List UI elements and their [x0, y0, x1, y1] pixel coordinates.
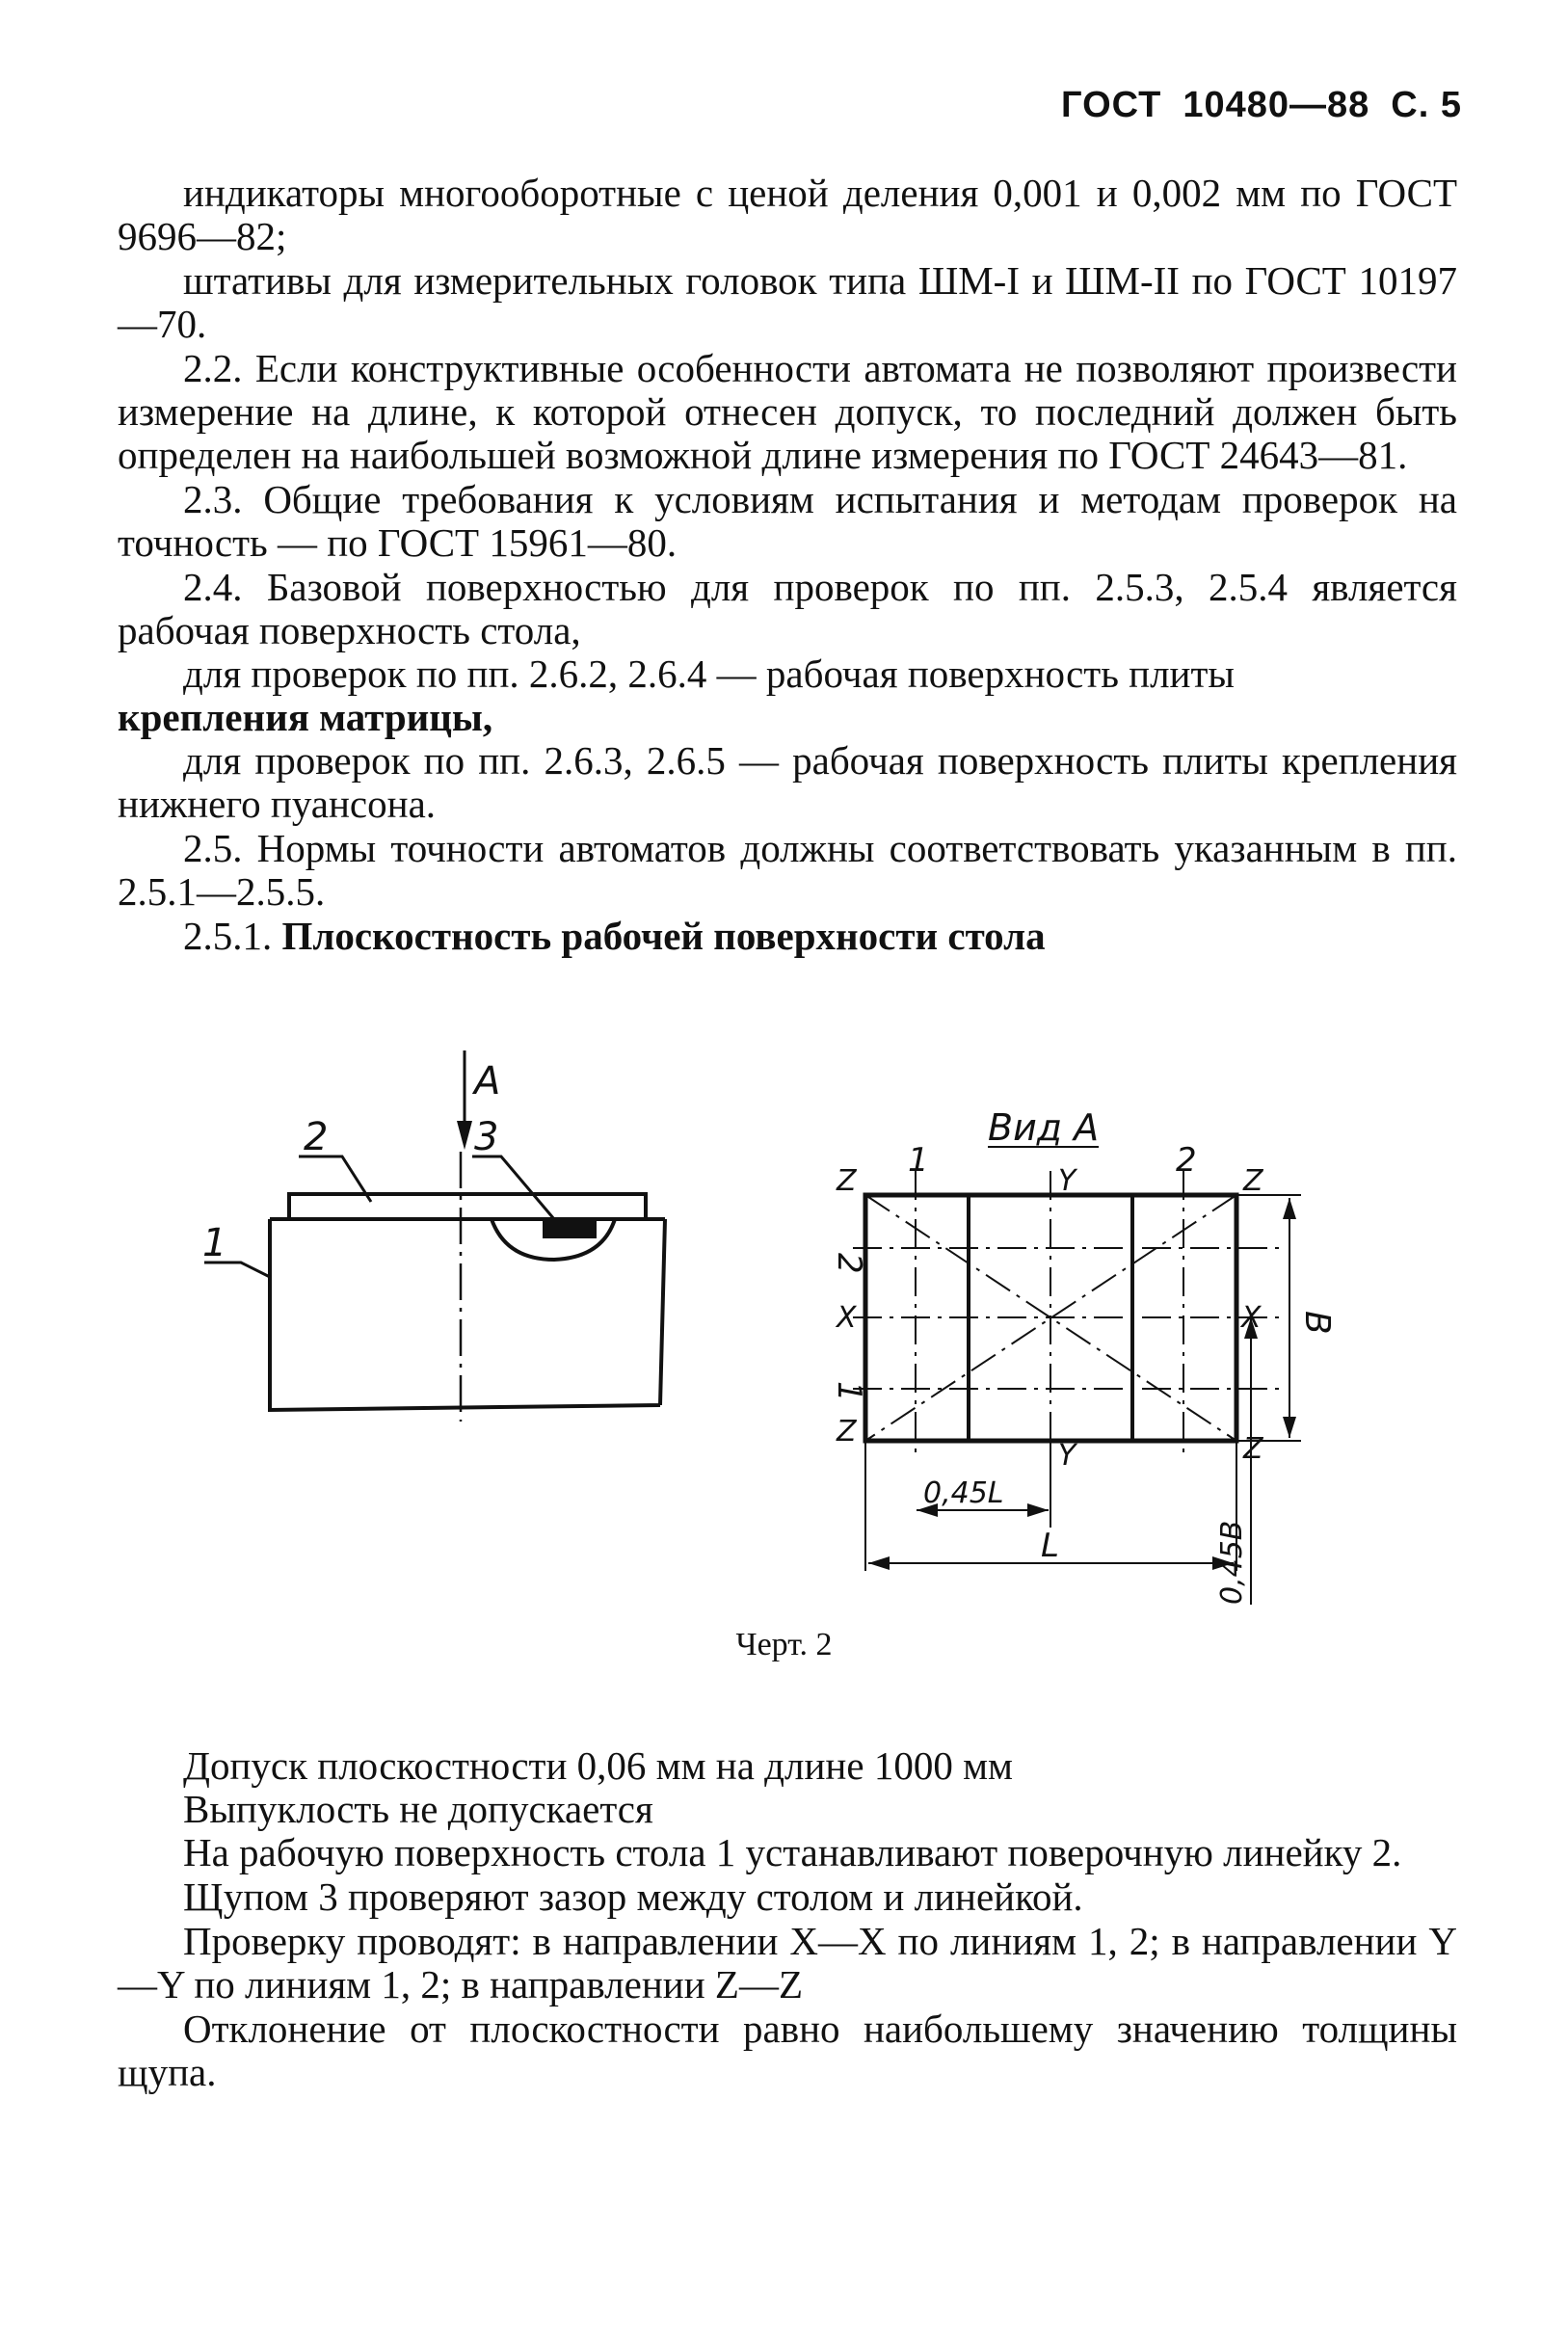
section-heading	[118, 915, 1457, 958]
label-x-right: X	[1241, 1301, 1262, 1335]
paragraph: индикаторы многооборотные с ценой деления 0,001 и 0,002 мм по ГОСТ 9696—82;	[118, 171, 1457, 258]
dim-label-b: B	[1297, 1311, 1337, 1335]
dim-label-045b: 0,45B	[1215, 1520, 1249, 1605]
label-line-top-1: 1	[908, 1141, 929, 1180]
label-probe: 3	[474, 1115, 499, 1159]
section-title: Плоскостность рабочей поверхности стола	[281, 914, 1046, 958]
label-x-left: X	[837, 1301, 857, 1335]
text-block-top	[118, 172, 1457, 958]
label-z-top-right: Z	[1243, 1164, 1263, 1198]
paragraph: 2.2. Если конструктивные особенности автомата не позволяют произвести измерение на длине, к которой отнесен допуск, то последний должен быть определен на наибольшей возможной длине измерения по ГОСТ 24643—81.	[118, 346, 1457, 477]
leader-probe	[472, 1156, 554, 1219]
paragraph: для проверок по пп. 2.6.2, 2.6.4 — рабочая поверхность плиты	[183, 651, 1235, 696]
label-line-top-2: 2	[1176, 1141, 1197, 1180]
technical-drawing	[173, 1036, 1349, 1614]
label-z-bottom-right: Z	[1243, 1432, 1263, 1466]
drawing-figure	[173, 1036, 1349, 1614]
label-line-side-1: 1	[830, 1381, 868, 1402]
label-line-side-2: 2	[830, 1253, 868, 1274]
dim-label-l: L	[1041, 1527, 1059, 1565]
figure-caption: Черт. 2	[735, 1627, 833, 1662]
paragraph: 2.5. Нормы точности автоматов должны соответствовать указанным в пп. 2.5.1—2.5.5.	[118, 826, 1457, 914]
section-number: 2.5.1.	[183, 914, 273, 958]
label-z-top-left: Z	[837, 1164, 857, 1198]
paragraph: Щупом 3 проверяют зазор между столом и линейкой.	[183, 1874, 1083, 1919]
paragraph: 2.3. Общие требования к условиям испытания и методам проверок на точность — по ГОСТ 15961—80.	[118, 477, 1457, 565]
paragraph: На рабочую поверхность стола 1 устанавливают поверочную линейку 2.	[183, 1830, 1402, 1874]
label-z-bottom-left: Z	[837, 1415, 857, 1449]
label-arrow-a: A	[474, 1059, 501, 1103]
view-arrow-head	[457, 1121, 472, 1150]
label-y-top: Y	[1058, 1164, 1076, 1198]
page-header	[1061, 85, 1462, 126]
paragraph: для проверок по пп. 2.6.3, 2.6.5 — рабочая поверхность плиты крепления нижнего пуансона.	[118, 738, 1457, 826]
paragraph: Отклонение от плоскостности равно наибольшему значению толщины щупа.	[118, 2007, 1457, 2094]
header-page-number: С. 5	[1391, 85, 1462, 125]
dim-label-045l: 0,45L	[923, 1476, 1004, 1510]
probe	[545, 1219, 595, 1236]
arrowheads	[868, 1198, 1296, 1570]
ruler	[289, 1194, 646, 1219]
paragraph: штативы для измерительных головок типа ШМ-I и ШМ-II по ГОСТ 10197—70.	[118, 258, 1457, 346]
paragraph: Проверку проводят: в направлении X—X по линиям 1, 2; в направлении Y—Y по линиям 1, 2; в направлении Z—Z	[118, 1919, 1457, 2007]
label-table: 1	[202, 1221, 227, 1265]
view-title: Вид A	[988, 1106, 1100, 1149]
paragraph: Допуск плоскостности 0,06 мм на длине 1000 мм	[183, 1743, 1013, 1788]
label-y-bottom: Y	[1058, 1439, 1076, 1473]
header-doc-type: ГОСТ	[1061, 85, 1162, 125]
paragraph: 2.4. Базовой поверхностью для проверок по пп. 2.5.3, 2.5.4 является рабочая поверхность стола,	[118, 565, 1457, 652]
paragraph: крепления матрицы,	[118, 695, 493, 739]
header-doc-number: 10480—88	[1183, 85, 1370, 125]
text-block-bottom	[118, 1744, 1457, 2094]
label-ruler: 2	[304, 1115, 329, 1159]
table-body	[270, 1219, 665, 1410]
paragraph: Выпуклость не допускается	[183, 1787, 653, 1831]
